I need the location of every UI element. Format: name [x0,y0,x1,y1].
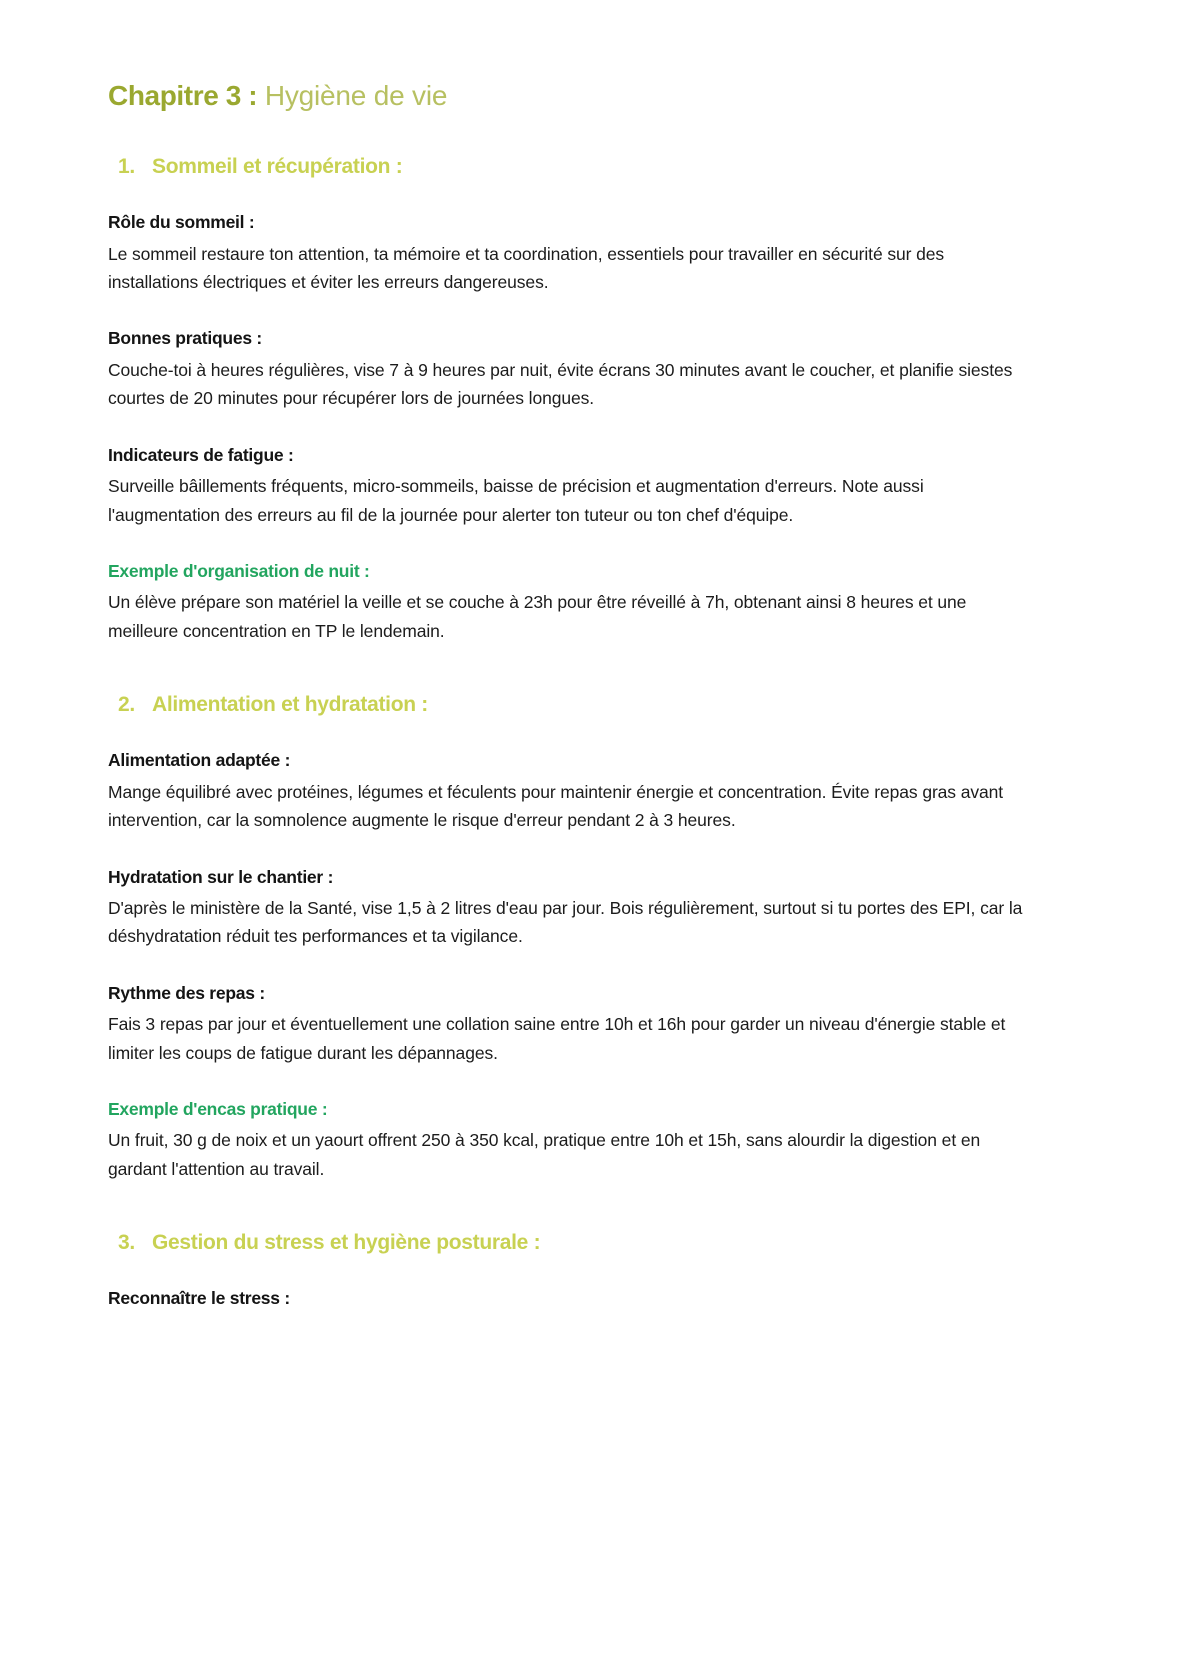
body-paragraph: Couche-toi à heures régulières, vise 7 à 9 heures par nuit, évite écrans 30 minutes avant le coucher, et planifie siestes courtes de 20 minutes pour récupérer lors de journées longues. [108,359,1013,409]
sub-heading: Indicateurs de fatigue : [108,444,294,465]
content-block [108,981,1092,1067]
content-block-example [108,559,1092,645]
body-paragraph: Un élève prépare son matériel la veille et se couche à 23h pour être réveillé à 7h, obtenant ainsi 8 heures et une meilleure concentration en TP le lendemain. [108,592,967,641]
chapter-title-strong: Chapitre 3 : [108,80,258,111]
body-paragraph: Le sommeil restaure ton attention, ta mémoire et ta coordination, essentiels pour travailler en sécurité sur des installations électriques et éviter les erreurs dangereuses. [108,243,945,293]
section-heading-2 [108,691,1092,718]
content-block [108,748,1092,834]
content-block-example [108,1097,1092,1183]
section-number-3: 3. [118,1231,135,1255]
section-number-2: 2. [118,693,135,717]
content-block [108,865,1092,951]
content-block [108,443,1092,529]
section-heading-1 [108,153,1092,180]
example-heading: Exemple d'encas pratique : [108,1098,328,1119]
body-paragraph: Surveille bâillements fréquents, micro-sommeils, baisse de précision et augmentation d'erreurs. Note aussi l'augmentation des erreurs au fil de la journée pour alerter ton tuteur ou ton chef d'équipe. [108,476,924,525]
body-paragraph: Fais 3 repas par jour et éventuellement une collation saine entre 10h et 16h pour garder un niveau d'énergie stable et limiter les coups de fatigue durant les dépannages. [108,1014,1006,1063]
example-heading: Exemple d'organisation de nuit : [108,560,370,581]
body-paragraph: D'après le ministère de la Santé, vise 1,5 à 2 litres d'eau par jour. Bois régulièrement, surtout si tu portes des EPI, car la déshydratation réduit tes performances et ta vigilance. [108,898,1023,947]
content-block [108,326,1092,412]
section-title-1: Sommeil et récupération : [152,155,403,178]
sub-heading: Rôle du sommeil : [108,212,255,233]
section-title-2: Alimentation et hydratation : [152,693,428,717]
sub-heading: Alimentation adaptée : [108,750,291,771]
page-title [108,78,1092,113]
section-number-1: 1. [118,155,135,178]
section-title-3: Gestion du stress et hygiène posturale : [152,1231,541,1255]
chapter-title-rest: Hygiène de vie [257,80,448,111]
content-block [108,210,1092,296]
body-paragraph: Un fruit, 30 g de noix et un yaourt offrent 250 à 350 kcal, pratique entre 10h et 15h, sans alourdir la digestion et en gardant l'attention au travail. [108,1130,981,1179]
sub-heading: Hydratation sur le chantier : [108,866,334,887]
body-paragraph: Mange équilibré avec protéines, légumes et féculents pour maintenir énergie et concentration. Évite repas gras avant intervention, car la somnolence augmente le risque d'erreur pendant 2 à 3 heures. [108,781,1004,831]
sub-heading: Rythme des repas : [108,982,265,1003]
section-heading-3 [108,1229,1092,1256]
sub-heading: Bonnes pratiques : [108,328,262,349]
sub-heading: Reconnaître le stress : [108,1288,290,1309]
content-block [108,1286,1092,1311]
